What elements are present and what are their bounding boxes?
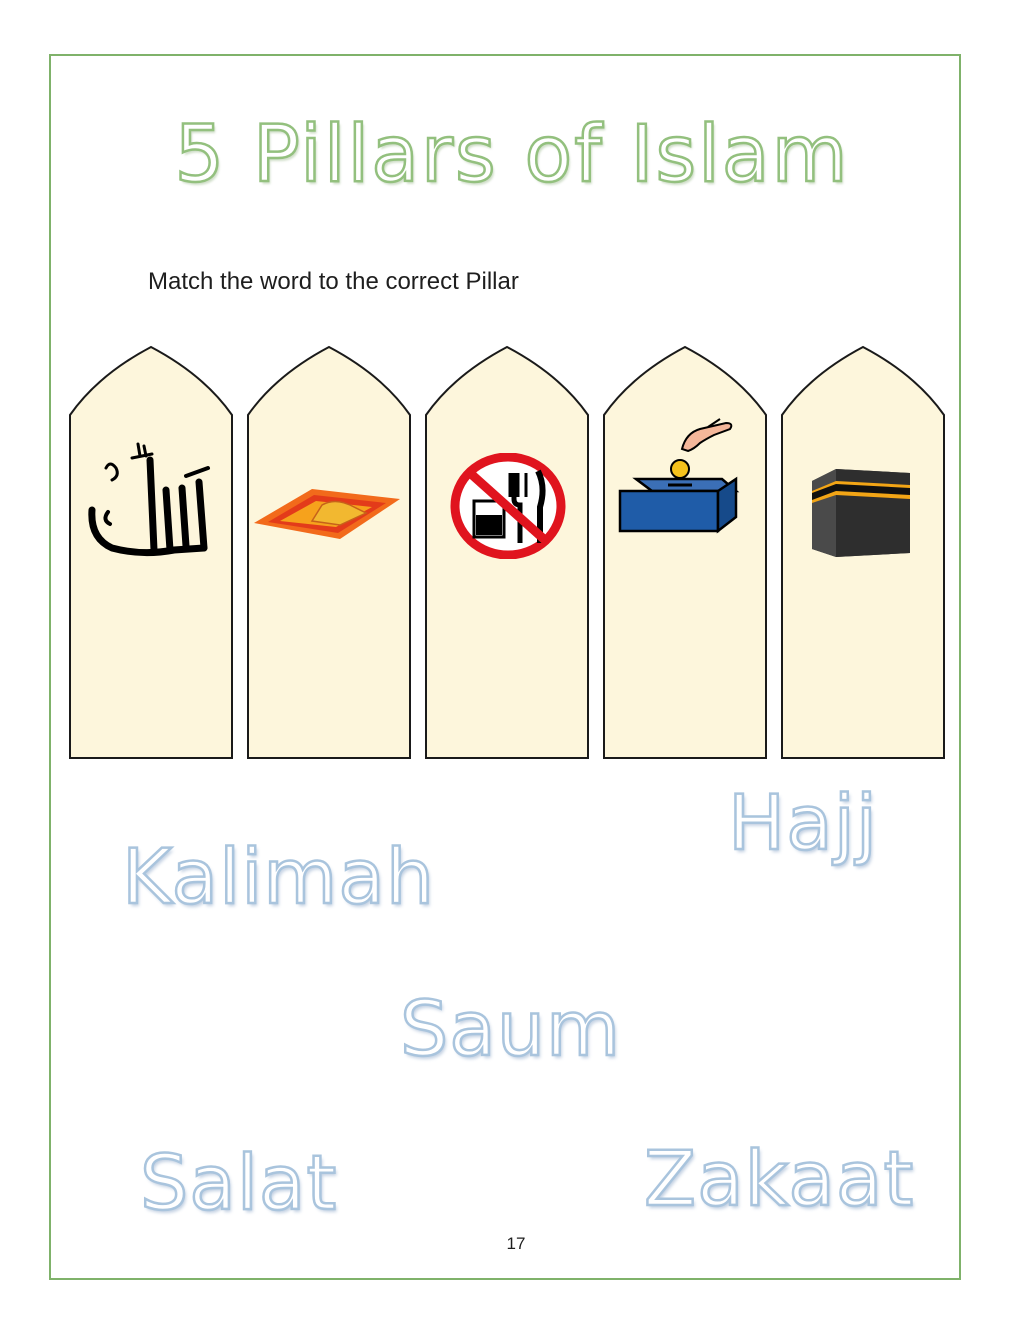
pillar-zakaat[interactable] [602,345,768,760]
pillar-saum[interactable] [424,345,590,760]
word-salat[interactable]: Salat [140,1138,338,1227]
word-zakaat[interactable]: Zakaat [644,1134,915,1223]
allah-calligraphy-icon [86,440,214,560]
page-number: 17 [506,1234,526,1253]
word-saum[interactable]: Saum [400,984,622,1073]
pillars-row [68,345,948,760]
pillar-shape [602,345,768,760]
pillar-shape [246,345,412,760]
word-hajj[interactable]: Hajj [728,778,878,867]
word-kalimah[interactable]: Kalimah [122,832,436,921]
pillar-kalimah[interactable] [68,345,234,760]
no-food-drink-icon [450,453,566,559]
prayer-mat-icon [250,485,402,543]
page-title: 5 Pillars of Islam [174,110,850,200]
instruction-text: Match the word to the correct Pillar [148,268,519,295]
charity-donation-box-icon [616,413,740,535]
pillar-hajj[interactable] [780,345,946,760]
pillar-salat[interactable] [246,345,412,760]
kaaba-icon [808,467,914,559]
